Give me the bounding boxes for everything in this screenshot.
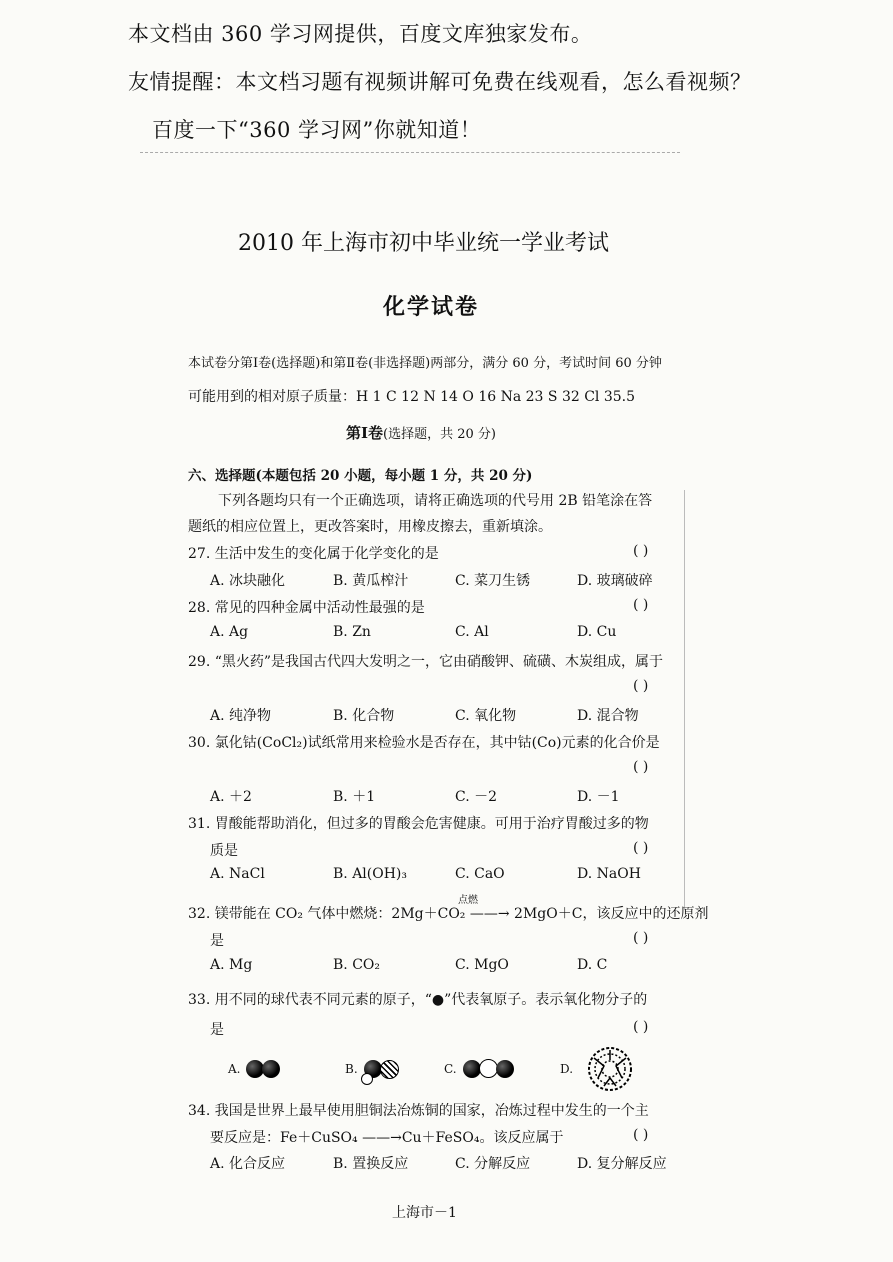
option-b-label: B.	[345, 1061, 358, 1076]
question-34-option-a: A. 化合反应	[210, 1156, 286, 1172]
question-33-stem-cont: 是	[210, 1022, 224, 1038]
question-28-stem: 28. 常见的四种金属中活动性最强的是	[188, 600, 425, 616]
question-31-option-c: C. CaO	[455, 866, 505, 882]
question-27-option-b: B. 黄瓜榨汁	[333, 573, 409, 589]
question-34-option-d: D. 复分解反应	[577, 1156, 667, 1172]
question-27-option-c: C. 菜刀生锈	[455, 573, 531, 589]
question-32-stem: 32. 镁带能在 CO₂ 气体中燃烧：2Mg＋CO₂ ——→ 2MgO＋C，该反应中的还原剂	[188, 906, 709, 922]
oxygen-atom-icon	[262, 1060, 280, 1078]
question-29-option-c: C. 氧化物	[455, 708, 517, 724]
part1-title: 第Ⅰ卷	[346, 424, 384, 442]
question-27-stem: 27. 生活中发生的变化属于化学变化的是	[188, 546, 439, 562]
question-33-option-b	[345, 1058, 399, 1079]
question-34-answer-blank: ( )	[633, 1127, 649, 1143]
question-33-option-d	[560, 1046, 636, 1092]
question-28-option-d: D. Cu	[577, 624, 617, 640]
question-30-option-b: B. ＋1	[333, 789, 376, 805]
question-31-option-d: D. NaOH	[577, 866, 641, 882]
fullerene-molecule-icon	[584, 1046, 636, 1092]
instructions-line-1: 下列各题均只有一个正确选项，请将正确选项的代号用 2B 铅笔涂在答	[218, 493, 653, 509]
question-30-answer-blank: ( )	[633, 759, 649, 775]
part1-note: (选择题，共 20 分)	[383, 427, 496, 442]
question-28-option-c: C. Al	[455, 624, 489, 640]
question-34-option-b: B. 置换反应	[333, 1156, 409, 1172]
question-29-option-b: B. 化合物	[333, 708, 395, 724]
section-heading: 六、选择题(本题包括 20 小题，每小题 1 分，共 20 分)	[188, 468, 533, 484]
oxygen-atom-icon	[496, 1060, 514, 1078]
question-31-option-a: A. NaCl	[210, 866, 265, 882]
oxygen-atom-icon	[463, 1060, 481, 1078]
question-31-stem: 31. 胃酸能帮助消化，但过多的胃酸会危害健康。可用于治疗胃酸过多的物	[188, 816, 649, 832]
page-footer: 上海市－1	[392, 1205, 457, 1221]
question-31-stem-cont: 质是	[210, 843, 238, 859]
exam-subtitle: 化学试卷	[383, 294, 480, 320]
white-atom-icon	[479, 1059, 498, 1078]
question-32-answer-blank: ( )	[633, 930, 649, 946]
question-29-option-d: D. 混合物	[577, 708, 639, 724]
question-33-stem: 33. 用不同的球代表不同元素的原子，“●”代表氧原子。表示氧化物分子的	[188, 992, 648, 1008]
exam-intro: 本试卷分第Ⅰ卷(选择题)和第Ⅱ卷(非选择题)两部分，满分 60 分，考试时间 60 分钟	[188, 356, 662, 371]
question-32-option-d: D. C	[577, 957, 608, 973]
part1-heading	[346, 422, 496, 443]
question-27-answer-blank: ( )	[633, 543, 649, 559]
banner-line-1: 本文档由 360 学习网提供，百度文库独家发布。	[128, 22, 593, 46]
question-28-option-a: A. Ag	[210, 624, 249, 640]
question-28-option-b: B. Zn	[333, 624, 371, 640]
question-31-answer-blank: ( )	[633, 840, 649, 856]
hatched-atom-icon	[380, 1060, 399, 1079]
small-atom-icon	[361, 1073, 373, 1085]
question-34-stem-cont: 要反应是：Fe＋CuSO₄ ——→Cu＋FeSO₄。该反应属于	[210, 1130, 564, 1146]
question-32-option-c: C. MgO	[455, 957, 509, 973]
question-33-option-c	[444, 1058, 514, 1078]
question-33-answer-blank: ( )	[633, 1019, 649, 1035]
question-29-stem: 29. “黑火药”是我国古代四大发明之一，它由硝酸钾、硫磺、木炭组成，属于	[188, 654, 664, 670]
question-28-answer-blank: ( )	[633, 597, 649, 613]
banner-line-3: 百度一下“360 学习网”你就知道！	[152, 118, 482, 142]
question-27-option-a: A. 冰块融化	[210, 573, 286, 589]
question-34-stem: 34. 我国是世界上最早使用胆铜法冶炼铜的国家，冶炼过程中发生的一个主	[188, 1103, 649, 1119]
exam-title: 2010 年上海市初中毕业统一学业考试	[238, 231, 609, 256]
question-29-answer-blank: ( )	[633, 678, 649, 694]
question-32-option-b: B. CO₂	[333, 957, 380, 973]
question-31-option-b: B. Al(OH)₃	[333, 866, 407, 882]
question-30-stem: 30. 氯化钴(CoCl₂)试纸常用来检验水是否存在，其中钴(Co)元素的化合价是	[188, 735, 660, 751]
question-30-option-a: A. ＋2	[210, 789, 252, 805]
question-29-option-a: A. 纯净物	[210, 708, 272, 724]
option-d-label: D.	[560, 1062, 574, 1076]
scan-edge	[684, 490, 685, 910]
instructions-line-2: 题纸的相应位置上，更改答案时，用橡皮擦去，重新填涂。	[188, 519, 552, 535]
question-32-stem-cont: 是	[210, 933, 224, 949]
option-a-label: A.	[228, 1061, 241, 1076]
scan-divider	[140, 152, 680, 153]
question-32-option-a: A. Mg	[210, 957, 253, 973]
atomic-mass-line: 可能用到的相对原子质量：H 1 C 12 N 14 O 16 Na 23 S 32 Cl 35.5	[188, 389, 636, 405]
question-30-option-d: D. －1	[577, 789, 620, 805]
option-c-label: C.	[444, 1061, 457, 1076]
question-30-option-c: C. －2	[455, 789, 498, 805]
banner-line-2: 友情提醒：本文档习题有视频讲解可免费在线观看，怎么看视频？	[128, 70, 752, 94]
question-27-option-d: D. 玻璃破碎	[577, 573, 653, 589]
question-33-option-a	[228, 1058, 280, 1078]
question-32-condition: 点燃	[458, 895, 478, 906]
question-34-option-c: C. 分解反应	[455, 1156, 531, 1172]
